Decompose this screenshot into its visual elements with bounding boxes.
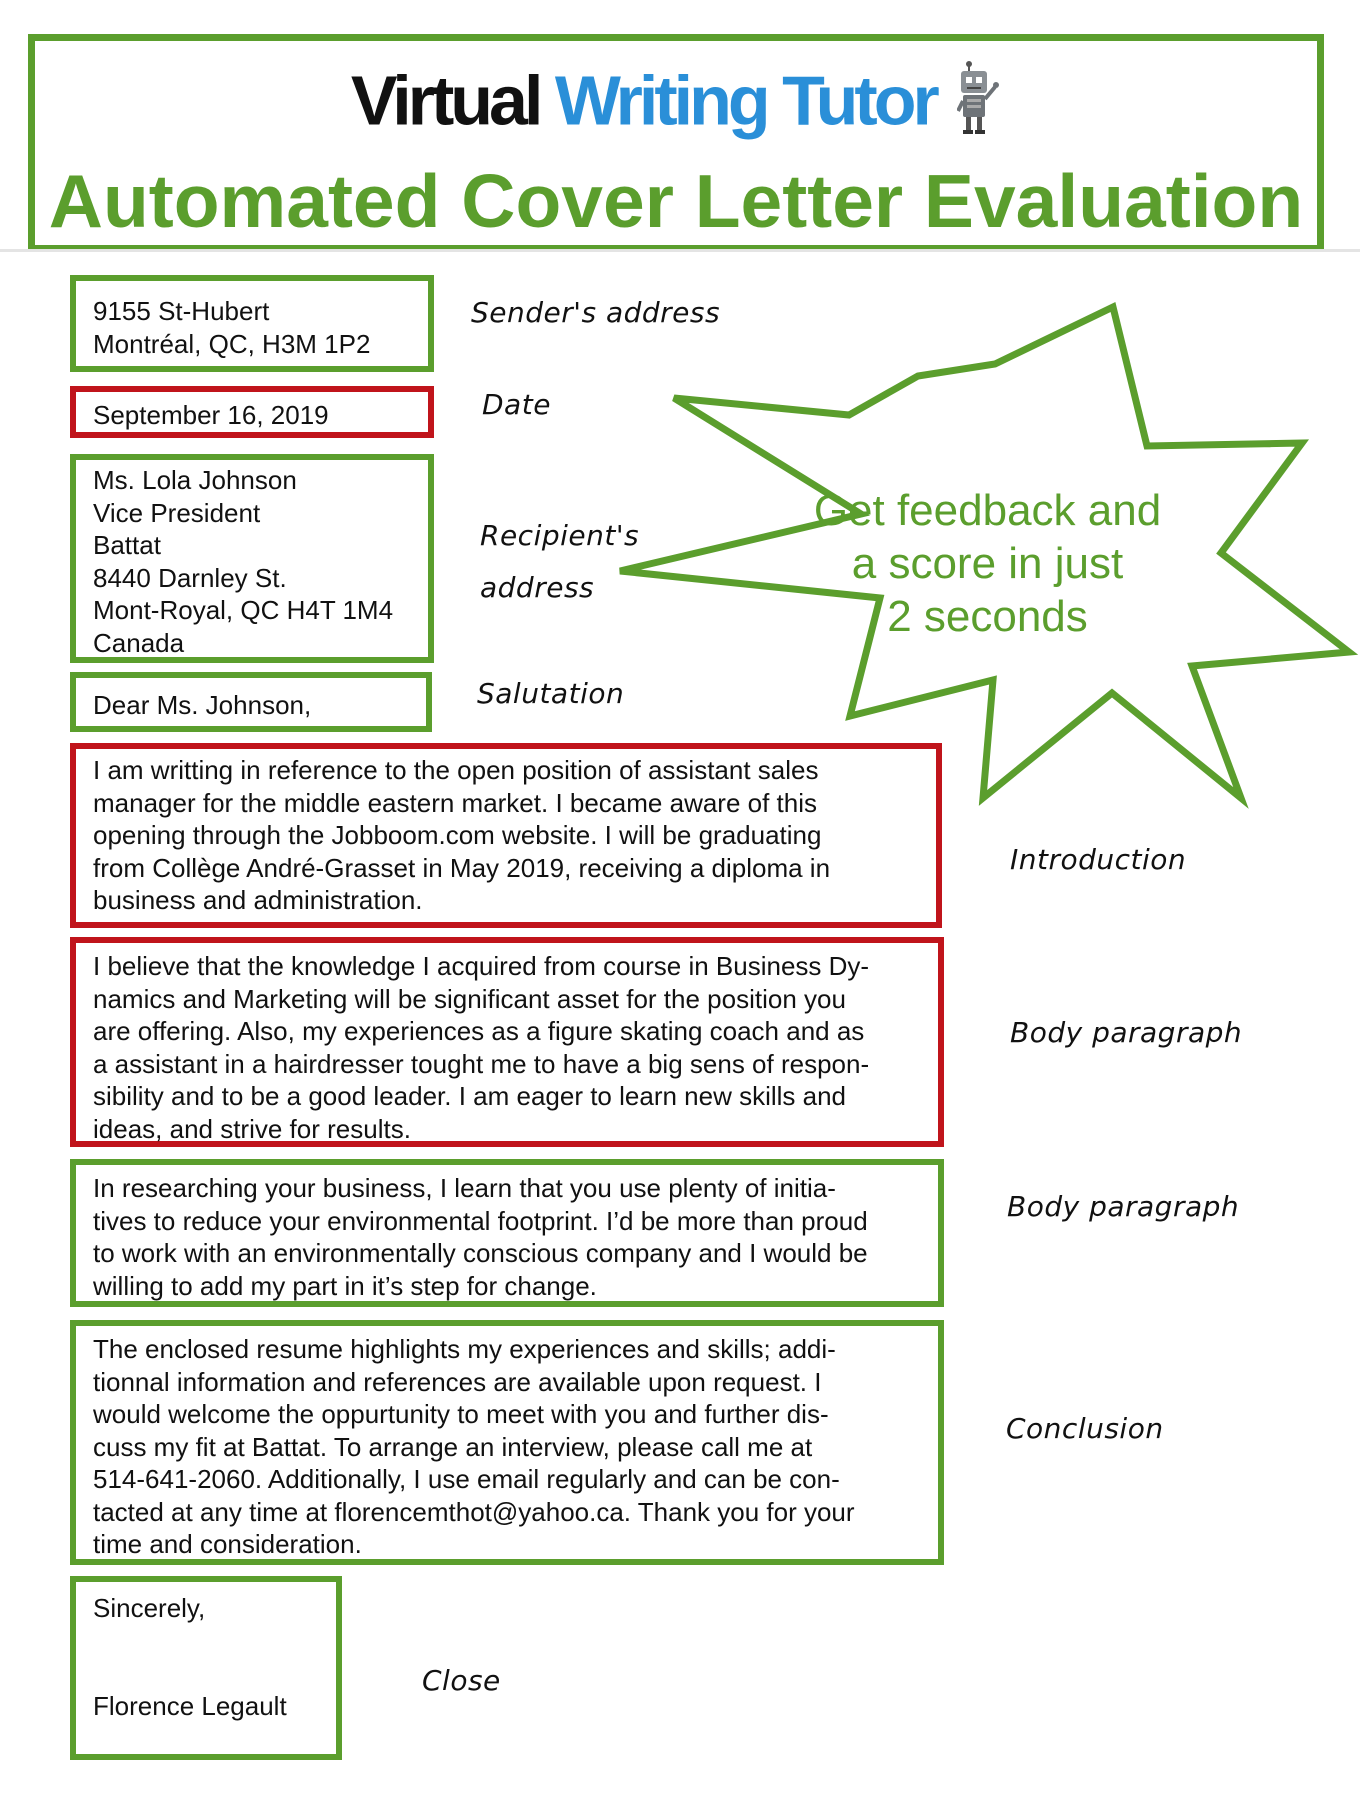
conclusion-line-1: The enclosed resume highlights my experiences and skills; addi- bbox=[93, 1334, 836, 1364]
intro-line-2: manager for the middle eastern market. I became aware of this bbox=[93, 787, 818, 818]
body1-line-6: ideas, and strive for results. bbox=[93, 1113, 411, 1144]
recipient-line-2: Vice President bbox=[93, 497, 261, 528]
label-salutation: Salutation bbox=[477, 677, 625, 710]
body2-line-4: willing to add my part in it’s step for change. bbox=[93, 1270, 597, 1301]
header-panel bbox=[28, 34, 1324, 252]
callout-text bbox=[775, 484, 1200, 643]
conclusion-line-4: cuss my fit at Battat. To arrange an interview, please call me at bbox=[93, 1431, 813, 1462]
body1-line-5: sibility and to be a good leader. I am eager to learn new skills and bbox=[93, 1081, 847, 1111]
date-line: September 16, 2019 bbox=[93, 400, 329, 430]
recipient-line-5: Mont-Royal, QC H4T 1M4 bbox=[93, 595, 394, 625]
body2-line-2: tives to reduce your environmental footprint. I’d be more than proud bbox=[93, 1205, 868, 1236]
logo-word-writing-tutor: Writing Tutor bbox=[554, 61, 936, 140]
callout-line-2: a score in just bbox=[851, 539, 1124, 588]
body1-line-1: I believe that the knowledge I acquired from course in Business Dy- bbox=[93, 951, 870, 981]
recipient-address-box bbox=[70, 454, 434, 663]
sender-line-2: Montréal, QC, H3M 1P2 bbox=[93, 328, 371, 359]
label-close: Close bbox=[422, 1664, 501, 1697]
sender-line-1: 9155 St-Hubert bbox=[93, 296, 270, 326]
close-line-1: Sincerely, bbox=[93, 1593, 206, 1623]
body-paragraph-1-box bbox=[70, 937, 944, 1147]
label-body-paragraph-1: Body paragraph bbox=[1010, 1016, 1243, 1049]
callout-line-1: Get feedback and bbox=[813, 486, 1162, 535]
intro-line-4: from Collège André-Grasset in May 2019, receiving a diploma in bbox=[93, 852, 831, 883]
logo bbox=[35, 59, 1317, 153]
close-spacer bbox=[93, 1625, 320, 1690]
robot-icon bbox=[957, 59, 1001, 153]
label-recipient-address bbox=[480, 510, 639, 614]
body1-line-4: a assistant in a hairdresser tought me to have a big sens of respon- bbox=[93, 1048, 870, 1079]
conclusion-box bbox=[70, 1320, 944, 1565]
date-box bbox=[70, 386, 434, 438]
close-box bbox=[70, 1576, 342, 1760]
intro-line-1: I am writting in reference to the open position of assistant sales bbox=[93, 755, 819, 785]
recipient-line-3: Battat bbox=[93, 530, 161, 560]
logo-word-virtual: Virtual bbox=[350, 61, 540, 140]
body2-line-1: In researching your business, I learn that you use plenty of initia- bbox=[93, 1173, 836, 1203]
intro-line-3: opening through the Jobboom.com website. I will be graduating bbox=[93, 820, 822, 850]
callout-line-3: 2 seconds bbox=[887, 592, 1088, 641]
label-recipient-line-2: address bbox=[480, 571, 595, 604]
salutation-line: Dear Ms. Johnson, bbox=[93, 690, 312, 720]
conclusion-line-6: tacted at any time at florencemthot@yahoo.ca. Thank you for your bbox=[93, 1496, 855, 1527]
label-sender-address: Sender's address bbox=[471, 296, 721, 329]
label-recipient-line-1: Recipient's bbox=[480, 519, 640, 552]
close-line-2: Florence Legault bbox=[93, 1690, 287, 1721]
label-introduction: Introduction bbox=[1010, 843, 1187, 876]
conclusion-line-5: 514-641-2060. Additionally, I use email regularly and can be con- bbox=[93, 1464, 840, 1494]
header-divider bbox=[0, 249, 1360, 252]
recipient-line-4: 8440 Darnley St. bbox=[93, 562, 287, 593]
introduction-box bbox=[70, 743, 942, 928]
label-date: Date bbox=[482, 388, 551, 421]
body1-line-2: namics and Marketing will be significant asset for the position you bbox=[93, 983, 846, 1014]
sender-address-box bbox=[70, 275, 434, 372]
recipient-line-1: Ms. Lola Johnson bbox=[93, 465, 297, 495]
recipient-line-6: Canada bbox=[93, 627, 185, 658]
body2-line-3: to work with an environmentally conscious company and I would be bbox=[93, 1238, 868, 1268]
label-body-paragraph-2: Body paragraph bbox=[1007, 1190, 1240, 1223]
intro-line-5: business and administration. bbox=[93, 885, 423, 915]
salutation-box bbox=[70, 672, 432, 732]
label-conclusion: Conclusion bbox=[1006, 1412, 1164, 1445]
conclusion-line-3: would welcome the oppurtunity to meet with you and further dis- bbox=[93, 1399, 829, 1429]
body-paragraph-2-box bbox=[70, 1159, 944, 1307]
page-title: Automated Cover Letter Evaluation bbox=[48, 159, 1304, 243]
conclusion-line-2: tionnal information and references are available upon request. I bbox=[93, 1366, 822, 1397]
conclusion-line-7: time and consideration. bbox=[93, 1529, 362, 1559]
body1-line-3: are offering. Also, my experiences as a figure skating coach and as bbox=[93, 1016, 865, 1046]
